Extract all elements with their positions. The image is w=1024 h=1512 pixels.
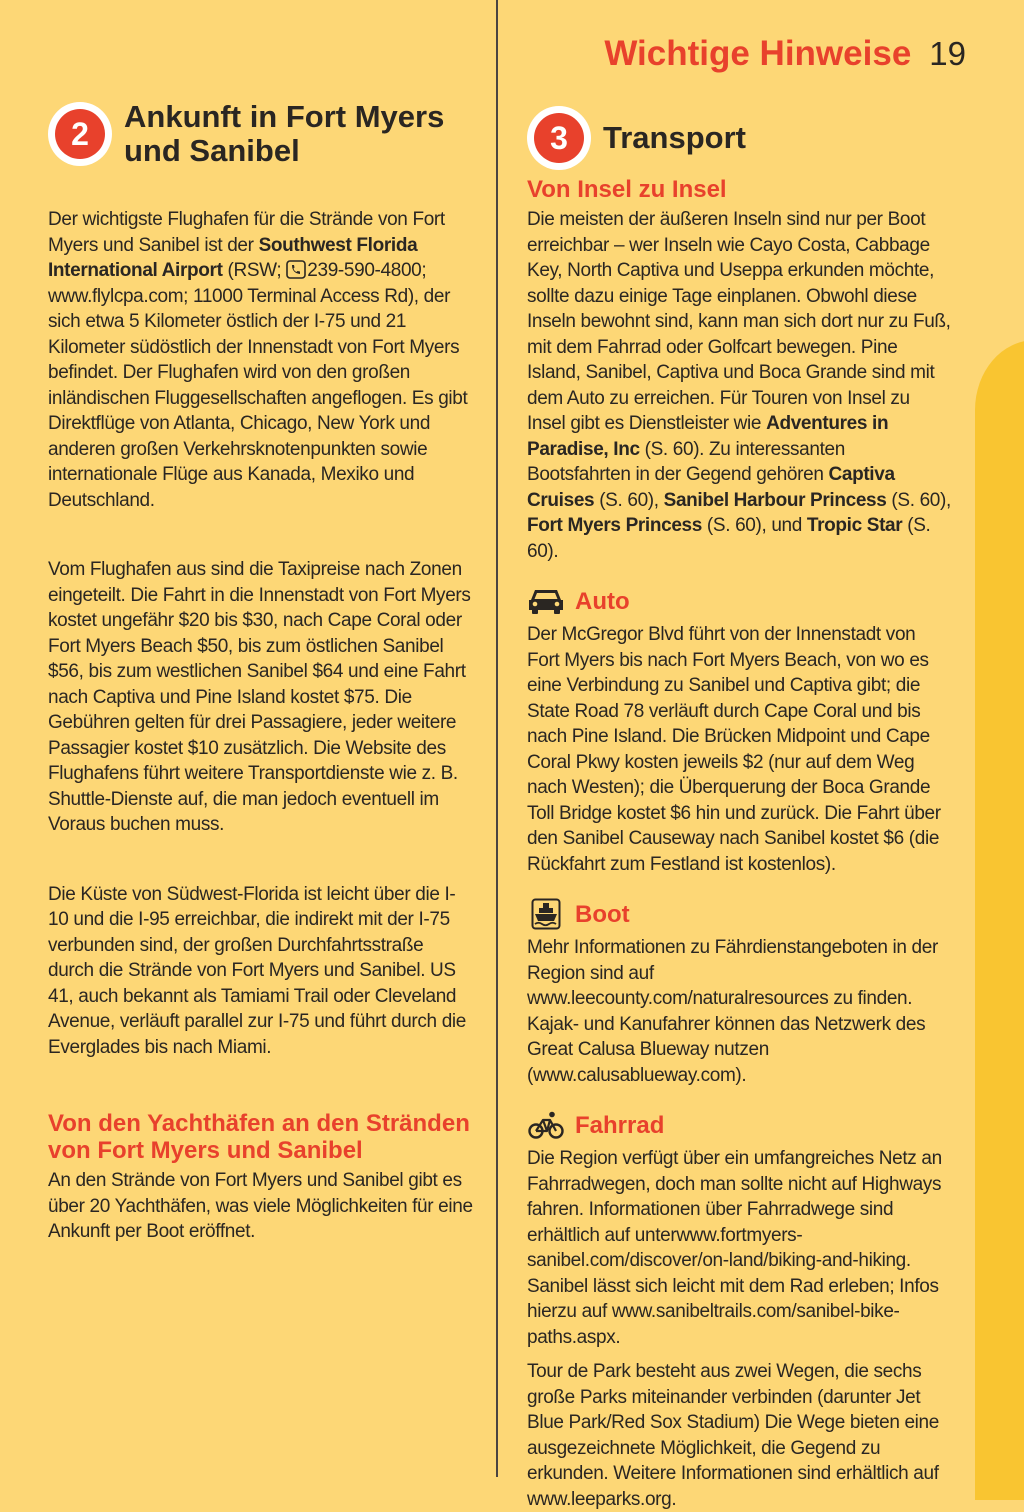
paragraph-fahrrad-1: Die Region verfügt über ein umfangreiches Netz an Fahrradwegen, doch man sollte nicht auf Highways fahren. Informationen über Fahrradwege sind erhältlich auf unterwww.fortmyers-sanibel.com/discover/on-land/biking-and-hiking. Sanibel lässt sich leicht mit dem Rad erleben; Infos hierzu auf www.sanibeltrails.com/sanibel-bike-paths.aspx. (527, 1148, 942, 1348)
section-heading-transport (527, 106, 952, 170)
subheading-fahrrad: Fahrrad (575, 1111, 665, 1139)
subheading-boot: Boot (575, 900, 630, 928)
subheading-fahrrad-row (527, 1110, 952, 1140)
text-run: 239-590-4800; www.flylcpa.com; 11000 Terminal Access Rd), der sich etwa 5 Kilometer östlich der I-75 und 21 Kilometer südöstlich der Innenstadt von Fort Myers befindet. Der Flughafen wird von den großen inländischen Fluggesellschaften angeflogen. Es gibt Direktflüge von Atlanta, Chicago, New York und anderen großen Verkehrsknotenpunkten sowie internationale Flüge aus Kanada, Mexiko und Deutschland. (48, 260, 468, 511)
right-column (527, 100, 952, 1512)
phone-icon (286, 260, 306, 279)
header-title: Wichtige Hinweise (604, 34, 912, 73)
section-number: 2 (55, 109, 105, 159)
left-column (48, 100, 473, 1245)
section-heading-arrival (48, 100, 473, 168)
page-edge-tab (975, 340, 1024, 1500)
subheading-boot-row (527, 899, 952, 929)
text-run: Der wichtigste Flughafen für die Strände von Fort Myers und Sanibel ist der (48, 209, 445, 256)
bicycle-icon (527, 1110, 565, 1140)
section-number: 3 (534, 113, 584, 163)
paragraph-auto: Der McGregor Blvd führt von der Innenstadt von Fort Myers bis nach Fort Myers Beach, von wo es eine Verbindung zu Sanibel und Captiva gibt; die State Road 78 verläuft durch Cape Coral und bis nach Pine Island. Die Brücken Midpoint und Cape Coral Pkwy kosten jeweils $2 (nur auf dem Weg nach Westen); die Überquerung der Boca Grande Toll Bridge kostet $6 hin und zurück. Die Fahrt über den Sanibel Causeway nach Sanibel kostet $6 (die Rückfahrt zum Festland ist kostenlos). (527, 624, 941, 875)
text-run: (S. 60). (527, 515, 931, 562)
text-run: Die meisten der äußeren Inseln sind nur per Boot erreichbar – wer Inseln wie Cayo Costa, Cabbage Key, North Captiva und Useppa erkunden möchte, sollte dazu einige Tage einplanen. Obwohl diese Inseln bewohnt sind, kann man sich dort nur zu Fuß, mit dem Fahrrad oder Golfcart bewegen. Pine Island, Sanibel, Captiva und Boca Grande sind mit dem Auto zu erreichen. Für Touren von Insel zu Insel gibt es Dienstleister wie (527, 209, 951, 434)
paragraph-fahrrad-2: Tour de Park besteht aus zwei Wegen, die sechs große Parks miteinander verbinden (darunter Jet Blue Park/Red Sox Stadium) Die Wege bieten eine ausgezeichnete Möglichkeit, die Gegend zu erkunden. Weitere Informationen sind erhältlich auf www.leeparks.org. (527, 1361, 939, 1510)
subheading-auto-row (527, 586, 952, 616)
operator-name: Adventures in Paradise, Inc (527, 413, 889, 460)
operator-name: Captiva Cruises (527, 464, 895, 511)
page-number: 19 (929, 35, 966, 72)
paragraph-airport (48, 207, 473, 513)
text-run: (S. 60), (594, 489, 664, 511)
text-run: (RSW; (222, 260, 287, 281)
paragraph-island (527, 207, 952, 564)
operator-name: Fort Myers Princess (527, 515, 702, 536)
paragraph-marinas: An den Strände von Fort Myers und Sanibel gibt es über 20 Yachthäfen, was viele Möglichkeiten für eine Ankunft per Boot eröffnet. (48, 1170, 473, 1242)
paragraph-taxi: Vom Flughafen aus sind die Taxipreise nach Zonen eingeteilt. Die Fahrt in die Innenstadt von Fort Myers kostet ungefähr $20 bis $30, nach Cape Coral oder Fort Myers Beach $50, bis zum östlichen Sanibel $56, bis zum westlichen Sanibel $64 und eine Fahrt nach Captiva und Pine Island kostet $75. Die Gebühren gelten für drei Passagiere, jeder weitere Passagier kostet $10 zusätzlich. Die Website des Flughafens führt weitere Transportdienste wie z. B. Shuttle-Dienste auf, die man jedoch eventuell im Voraus buchen muss. (48, 559, 471, 835)
section-title: Transport (603, 120, 746, 155)
subheading-island: Von Insel zu Insel (527, 176, 727, 203)
operator-name: Sanibel Harbour Princess (663, 489, 887, 511)
operator-name: Tropic Star (806, 515, 903, 536)
paragraph-boot: Mehr Informationen zu Fährdienstangeboten in der Region sind auf www.leecounty.com/naturalresources zu finden. Kajak- und Kanufahrer können das Netzwerk des Great Calusa Blueway nutzen (www.calusablueway.com). (527, 937, 938, 1086)
page-header (604, 34, 966, 74)
airport-name: Southwest Florida International Airport (48, 234, 418, 281)
car-icon (527, 586, 565, 616)
section-title: Ankunft in Fort Myers und Sanibel (124, 99, 445, 168)
text-run: (S. 60). Zu interessanten Bootsfahrten in der Gegend gehören (527, 438, 845, 485)
column-divider (496, 0, 498, 1477)
text-run: (S. 60), (886, 489, 951, 511)
ferry-icon (527, 899, 565, 929)
subheading-marinas: Von den Yachthäfen an den Stränden von Fort Myers und Sanibel (48, 1110, 470, 1164)
subheading-auto: Auto (575, 587, 630, 615)
paragraph-roads: Die Küste von Südwest-Florida ist leicht über die I-10 und die I-95 erreichbar, die indirekt mit der I-75 verbunden sind, der großen Durchfahrtsstraße durch die Strände von Fort Myers und Sanibel. US 41, auch bekannt als Tamiami Trail oder Cleveland Avenue, verläuft parallel zur I-75 und führt durch die Everglades bis nach Miami. (48, 883, 467, 1058)
text-run: (S. 60), und (701, 515, 807, 536)
section-number-badge (48, 102, 112, 166)
section-number-badge (527, 106, 591, 170)
